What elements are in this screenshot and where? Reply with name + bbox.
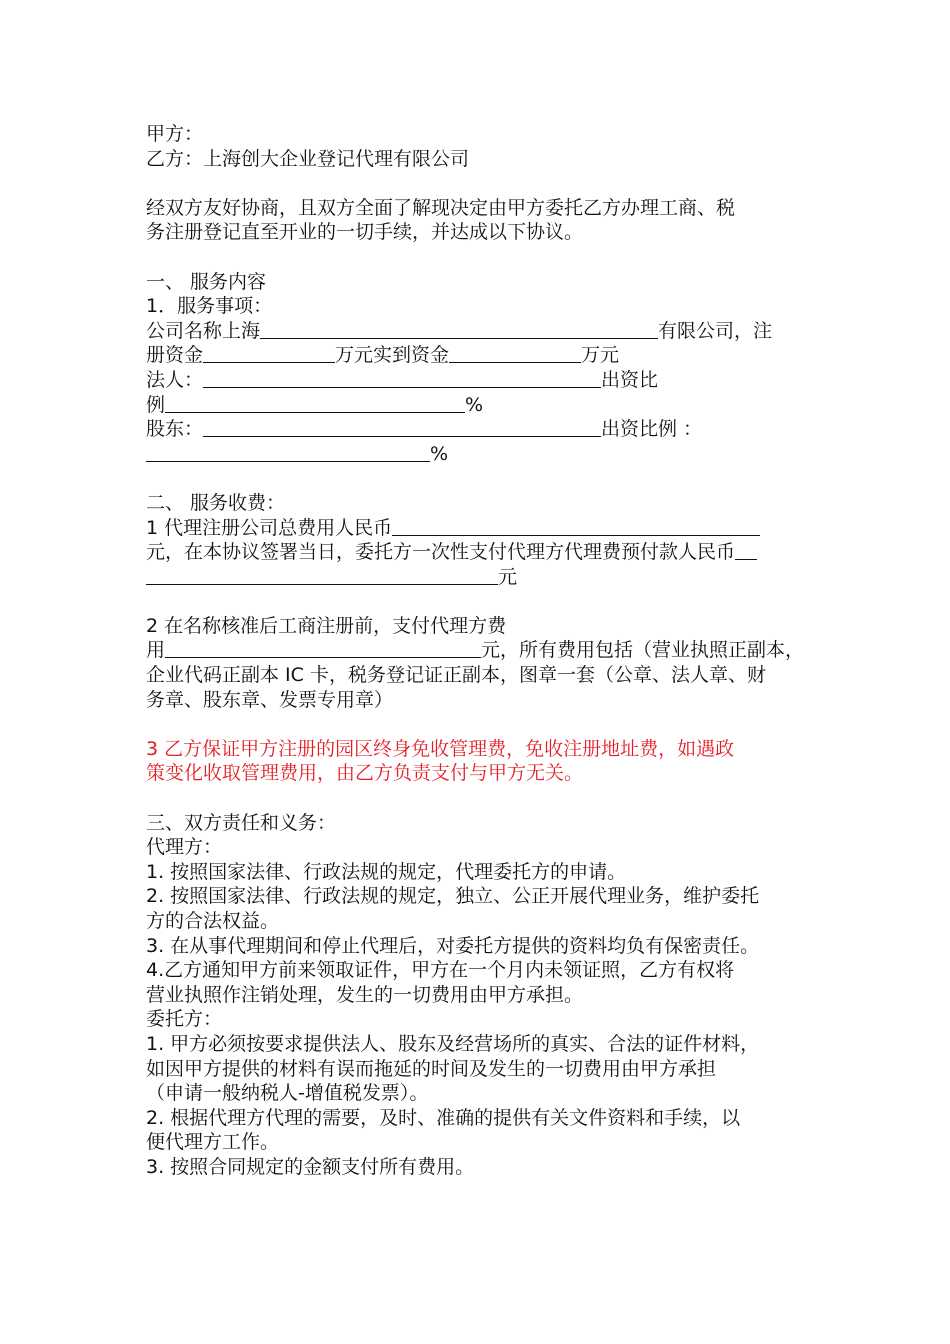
- fee-1-line-3: [146, 565, 826, 590]
- fee-1-yuan: 元: [498, 565, 518, 588]
- guarantee-line-2: 策变化收取管理费用，由乙方负责支付与甲方无关。: [146, 762, 584, 785]
- party-b-label: 乙方：: [146, 147, 204, 170]
- prepay-blank-start[interactable]: [735, 541, 757, 560]
- client-item: 3. 按照合同规定的金额支付所有费用。: [146, 1155, 475, 1178]
- shareholder-ratio-blank[interactable]: [146, 443, 430, 462]
- legal-person-suffix: 出资比: [601, 368, 659, 391]
- agent-item: 2. 按照国家法律、行政法规的规定，独立、公正开展代理业务，维护委托: [146, 885, 760, 908]
- company-name-suffix: 有限公司，注: [658, 319, 773, 342]
- fee-2-prefix: 用: [146, 639, 166, 662]
- shareholder-line: [146, 417, 826, 442]
- section-2-title: 二、 服务收费：: [146, 491, 286, 514]
- agent-label: 代理方：: [146, 836, 223, 859]
- legal-person-line: [146, 368, 826, 393]
- shareholder-suffix: 出资比例 ：: [601, 418, 703, 441]
- registered-capital-blank[interactable]: [203, 344, 335, 363]
- agent-item: 4.乙方通知甲方前来领取证件，甲方在一个月内未领证照，乙方有权将: [146, 959, 735, 982]
- company-name-prefix: 公司名称上海: [146, 319, 261, 342]
- party-a-line: [146, 122, 826, 147]
- party-a-label: 甲方：: [146, 123, 204, 145]
- client-item: 2. 根据代理方代理的需要，及时、准确的提供有关文件资料和手续，以: [146, 1106, 741, 1129]
- company-name-blank[interactable]: [260, 320, 658, 339]
- agent-item: 方的合法权益。: [146, 910, 280, 932]
- client-item: 如因甲方提供的材料有误而拖延的时间及发生的一切费用由甲方承担: [146, 1057, 717, 1080]
- fee-2-line-4: 务章、股东章、发票专用章）: [146, 688, 394, 711]
- shareholder-ratio-line: [146, 442, 826, 467]
- legal-person-blank[interactable]: [203, 369, 601, 388]
- party-b-line: [146, 147, 826, 172]
- shareholder-blank[interactable]: [203, 418, 601, 437]
- section-3-title: 三、双方责任和义务：: [146, 811, 337, 834]
- fee-2-suffix: 元，所有费用包括（营业执照正副本，: [481, 639, 805, 662]
- fee-1-line-1: [146, 516, 826, 541]
- guarantee-line-1: 3 乙方保证甲方注册的园区终身免收管理费，免收注册地址费，如遇政: [146, 737, 735, 760]
- prepay-blank[interactable]: [146, 566, 498, 585]
- legal-person-label: 法人：: [146, 368, 204, 391]
- agent-item: 营业执照作注销处理，发生的一切费用由甲方承担。: [146, 983, 584, 1006]
- capital-line: [146, 343, 826, 368]
- intro-line-2: 务注册登记直至开业的一切手续，并达成以下协议。: [146, 221, 584, 244]
- total-fee-blank[interactable]: [392, 517, 760, 536]
- fee-1-line-2: [146, 540, 826, 565]
- fee-2-line-2: [146, 638, 826, 663]
- fee-1-text: 元，在本协议签署当日，委托方一次性支付代理方代理费预付款人民币: [146, 541, 736, 564]
- agent-item: 1. 按照国家法律、行政法规的规定，代理委托方的申请。: [146, 860, 627, 883]
- legal-ratio-prefix: 例: [146, 393, 166, 416]
- company-name-line: [146, 319, 826, 344]
- legal-ratio-blank[interactable]: [165, 394, 465, 413]
- fee-2-line-1: 2 在名称核准后工商注册前，支付代理方费: [146, 614, 507, 637]
- client-label: 委托方：: [146, 1008, 223, 1031]
- fee-2-line-3: 企业代码正副本 IC 卡，税务登记证正副本，图章一套（公章、法人章、财: [146, 664, 766, 687]
- intro-line-1: 经双方友好协商，且双方全面了解现决定由甲方委托乙方办理工商、税: [146, 196, 736, 219]
- agent-item: 3. 在从事代理期间和停止代理后，对委托方提供的资料均负有保密责任。: [146, 934, 760, 957]
- capital-prefix: 册资金: [146, 344, 204, 367]
- party-b-name: 上海创大企业登记代理有限公司: [203, 147, 470, 170]
- shareholder-label: 股东：: [146, 418, 204, 441]
- shareholder-ratio-percent: %: [430, 442, 449, 465]
- client-item: （申请一般纳税人-增值税发票）。: [146, 1082, 429, 1105]
- client-item: 1. 甲方必须按要求提供法人、股东及经营场所的真实、合法的证件材料，: [146, 1032, 760, 1055]
- capital-mid: 万元实到资金: [335, 344, 450, 367]
- legal-ratio-line: [146, 393, 826, 418]
- fee-1-prefix: 1 代理注册公司总费用人民币: [146, 516, 393, 539]
- capital-suffix: 万元: [581, 344, 620, 367]
- service-item-title: 1．服务事项：: [146, 295, 273, 318]
- paid-capital-blank[interactable]: [449, 344, 581, 363]
- section-1-title: 一、 服务内容: [146, 270, 267, 293]
- contract-document: [146, 122, 826, 1180]
- client-item: 便代理方工作。: [146, 1131, 280, 1154]
- fee-2-blank[interactable]: [165, 639, 481, 658]
- legal-ratio-percent: %: [465, 393, 484, 416]
